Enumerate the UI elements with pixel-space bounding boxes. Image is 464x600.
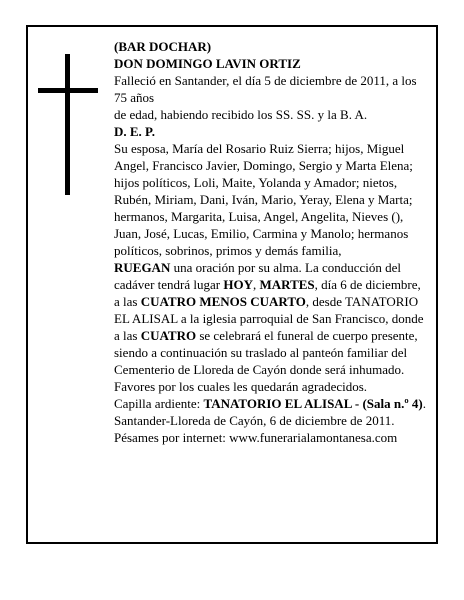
- request-text-3: , desde TANATORIO EL ALISAL a la iglesia parroquial de San Francisco, donde a las: [114, 294, 424, 343]
- deceased-name: DON DOMINGO LAVIN ORTIZ: [114, 56, 301, 71]
- request-text-2: , día 6 de diciembre, a las: [114, 277, 421, 309]
- ruegan-text: RUEGAN: [114, 260, 171, 275]
- request-text-4: se celebrará el funeral de cuerpo presente, siendo a continuación su traslado al panteón familiar del Cementerio de Lloreda de Cayón donde será inhumado. Favores por los cuales les quedarán agradecidos.: [114, 328, 418, 394]
- funeral-request: [114, 259, 426, 395]
- hoy-text: HOY: [223, 277, 253, 292]
- funeral-time: CUATRO: [140, 328, 197, 343]
- chapel-label: Capilla ardiente:: [114, 396, 204, 411]
- condolences-line: Pésames por internet: www.funerarialamontanesa.com: [114, 430, 398, 445]
- obituary-text: [114, 38, 426, 446]
- cross-icon-bar: [38, 88, 98, 93]
- chapel-value: TANATORIO EL ALISAL - (Sala n.º 4): [203, 396, 423, 411]
- place-date: Santander-Lloreda de Cayón, 6 de diciembre de 2011.: [114, 413, 395, 428]
- departure-time: CUATRO MENOS CUARTO: [140, 294, 306, 309]
- establishment-name: (BAR DOCHAR): [114, 39, 212, 54]
- rip-line: D. E. P.: [114, 124, 156, 139]
- chapel-line: [114, 395, 426, 412]
- request-separator: ,: [252, 277, 260, 292]
- family-list: Su esposa, María del Rosario Ruiz Sierra; hijos, Miguel Angel, Francisco Javier, Domingo, Sergio y Marta Elena; hijos políticos, Loli, Maite, Yolanda y Amador; nietos, Rubén, Miriam, Dani, Iván, Mario, Yeray, Elena y Marta; hermanos, Margarita, Luisa, Angel, Angelita, Nieves (), Juan, José, Lucas, Emilio, Carmina y Manolo; hermanos políticos, sobrinos, primos y demás familia,: [114, 141, 413, 258]
- martes-text: MARTES: [259, 277, 315, 292]
- chapel-end: .: [422, 396, 426, 411]
- cross-icon: [65, 54, 70, 195]
- death-info: Falleció en Santander, el día 5 de diciembre de 2011, a los 75 años: [114, 73, 417, 105]
- request-text-1: una oración por su alma. La conducción del cadáver tendrá lugar: [114, 260, 402, 292]
- sacraments-line: de edad, habiendo recibido los SS. SS. y la B. A.: [114, 107, 368, 122]
